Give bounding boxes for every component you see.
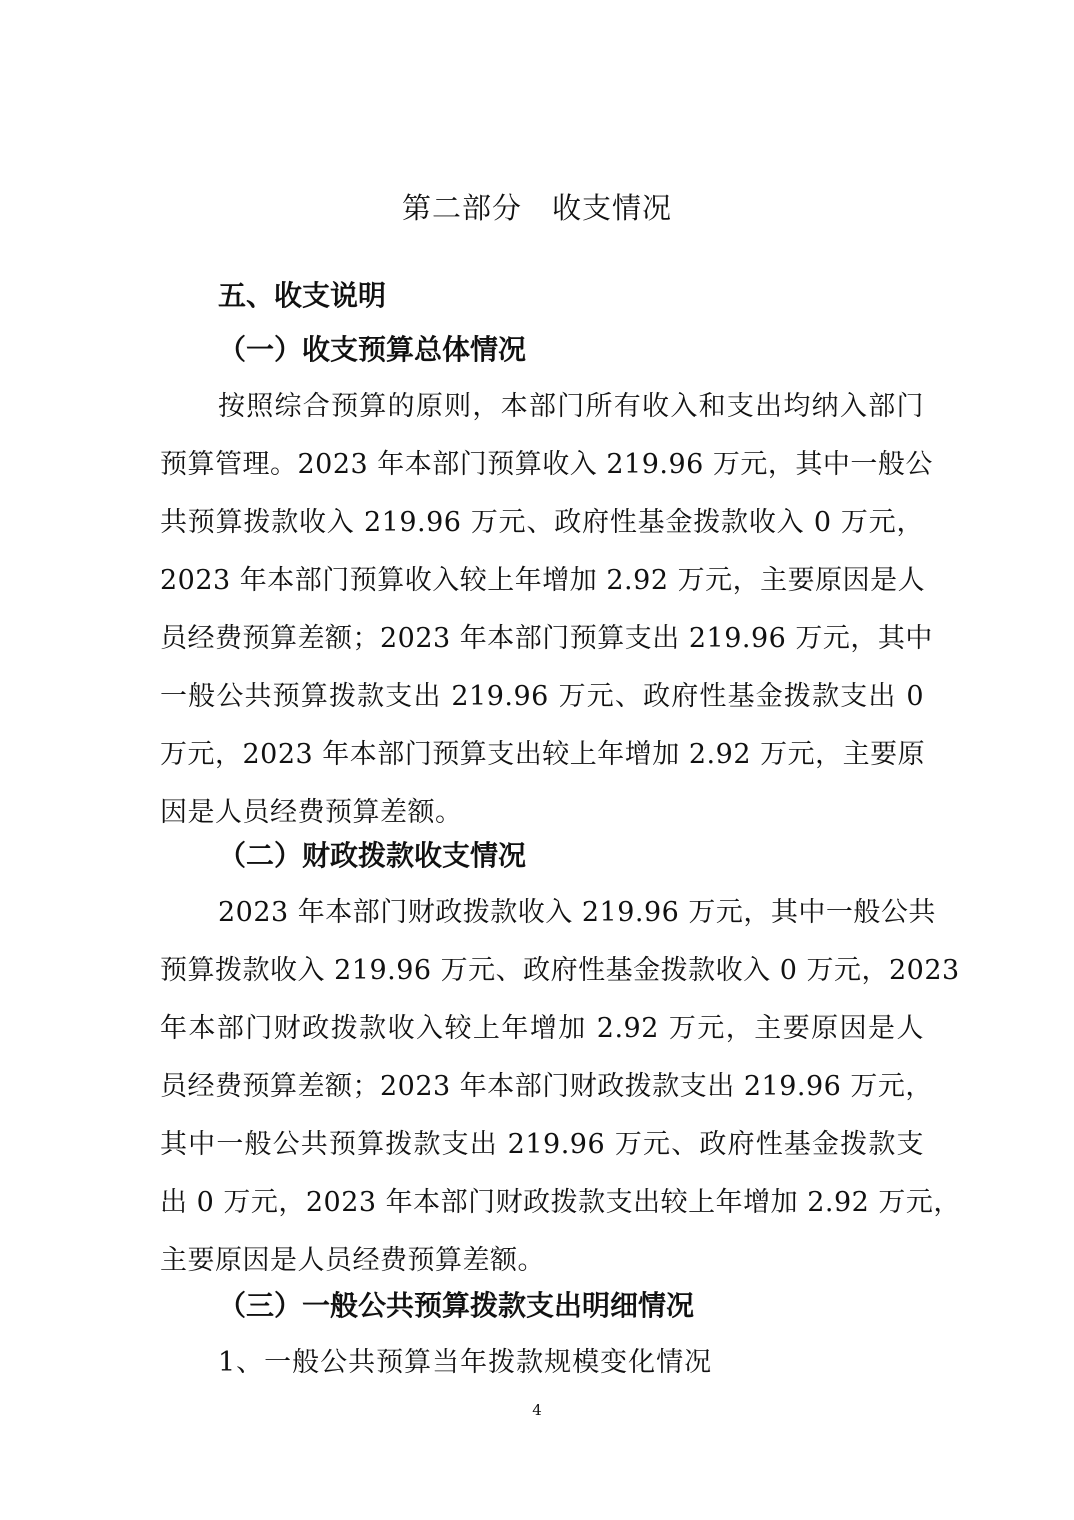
paragraph-line: 按照综合预算的原则，本部门所有收入和支出均纳入部门 [218, 391, 924, 422]
paragraph-line: 年本部门财政拨款收入较上年增加 2.92 万元，主要原因是人 [160, 1013, 924, 1044]
subsection-1-paragraph [160, 378, 933, 842]
paragraph-line: 共预算拨款收入 219.96 万元、政府性基金拨款收入 0 万元， [160, 507, 924, 538]
paragraph-line: 其中一般公共预算拨款支出 219.96 万元、政府性基金拨款支 [160, 1129, 924, 1160]
paragraph-line: 出 0 万元，2023 年本部门财政拨款支出较上年增加 2.92 万元， [160, 1187, 961, 1218]
paragraph-line: 预算管理。2023 年本部门预算收入 219.96 万元，其中一般公 [160, 449, 933, 480]
page-number: 4 [532, 1401, 542, 1419]
subsection-1-heading: （一）收支预算总体情况 [218, 333, 527, 366]
paragraph-line: 因是人员经费预算差额。 [160, 797, 463, 828]
paragraph-line: 员经费预算差额；2023 年本部门财政拨款支出 219.96 万元， [160, 1071, 933, 1102]
paragraph-line: 主要原因是人员经费预算差额。 [160, 1245, 545, 1276]
subsection-2-heading: （二）财政拨款收支情况 [218, 839, 527, 872]
item-1-heading: 1、一般公共预算当年拨款规模变化情况 [218, 1347, 713, 1378]
subsection-3-heading: （三）一般公共预算拨款支出明细情况 [218, 1289, 695, 1322]
section-heading: 五、收支说明 [218, 279, 387, 312]
paragraph-line: 预算拨款收入 219.96 万元、政府性基金拨款收入 0 万元，2023 [160, 955, 960, 986]
paragraph-line: 万元，2023 年本部门预算支出较上年增加 2.92 万元，主要原 [160, 739, 926, 770]
paragraph-line: 员经费预算差额；2023 年本部门预算支出 219.96 万元，其中 [160, 623, 933, 654]
paragraph-line: 2023 年本部门财政拨款收入 219.96 万元，其中一般公共 [218, 897, 936, 928]
part-title: 第二部分 收支情况 [401, 191, 672, 225]
paragraph-line: 2023 年本部门预算收入较上年增加 2.92 万元，主要原因是人 [160, 565, 926, 596]
paragraph-line: 一般公共预算拨款支出 219.96 万元、政府性基金拨款支出 0 [160, 681, 924, 712]
subsection-2-paragraph [160, 884, 961, 1290]
